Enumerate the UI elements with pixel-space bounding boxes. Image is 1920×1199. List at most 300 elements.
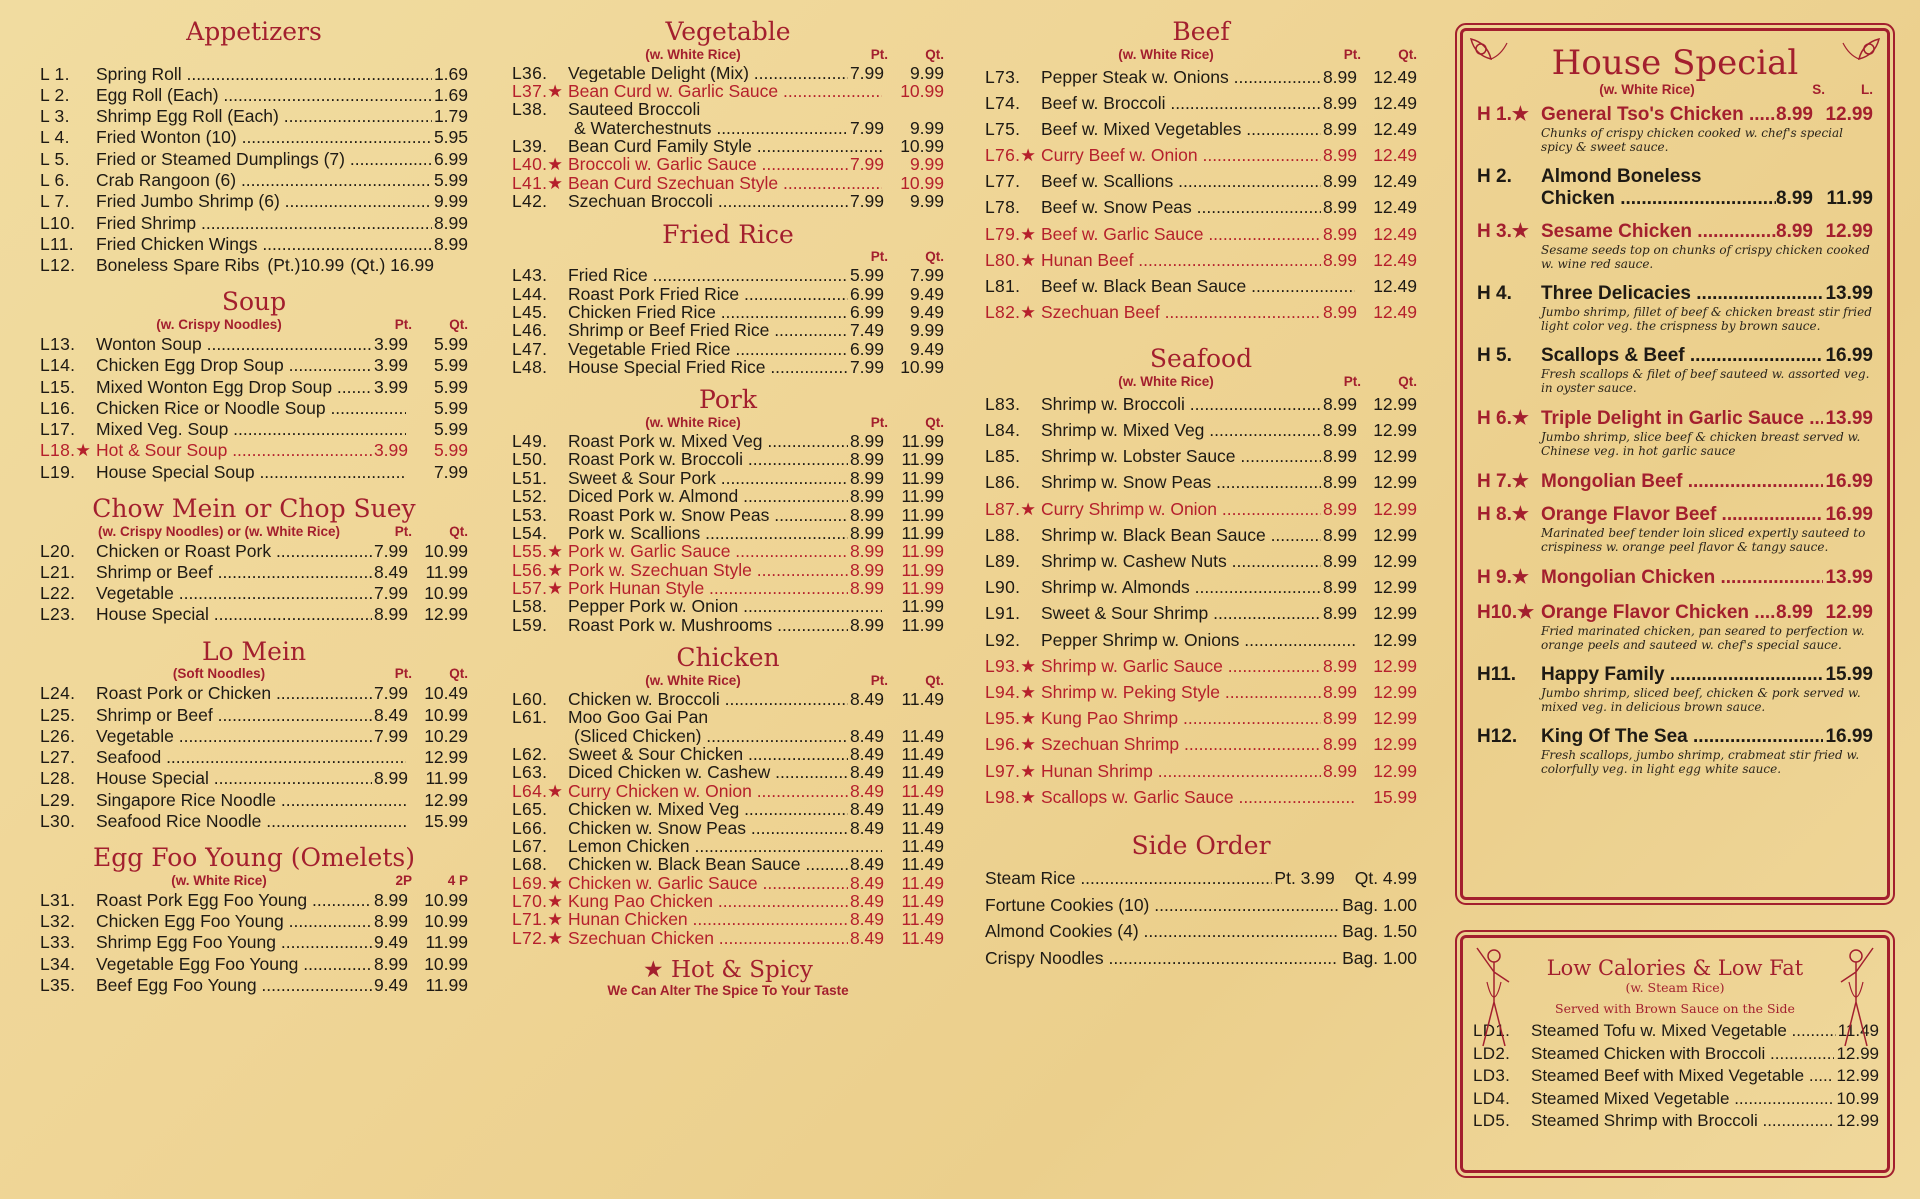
section-note: (w. White Rice) [171,872,267,888]
item-name: Egg Roll (Each) ..... [96,85,432,106]
side-order-row [985,892,1417,919]
item-name: King Of The Sea ..... [1541,726,1823,748]
item-code: L33. [40,932,76,953]
item-price-quart: Bag. 1.50 [1342,921,1417,942]
item-price-pint: 8.99 [373,768,408,789]
item-price-pint: 5.99 [433,169,468,190]
item-price-quart: 10.99 [424,540,468,561]
house-special-row [1477,601,1873,624]
section-title: Soup [221,287,287,317]
item-price-quart: 12.99 [1373,655,1417,676]
menu-item-row [512,100,944,118]
item-price-pint: 7.99 [373,583,408,604]
menu-item-row [40,398,468,419]
menu-item-row [985,299,1417,325]
item-code: L39. [512,136,548,157]
item-name: Roast Pork w. Broccoli ..... [568,450,848,468]
item-code: L75. [985,118,1021,139]
item-price-pint: 8.49 [849,854,884,875]
item-name: Shrimp w. Mixed Veg ..... [1041,417,1321,443]
flower-ornament-icon [1467,35,1513,81]
section-subheader [40,523,468,541]
item-code: H12. [1477,726,1518,748]
item-code: L47. [512,338,548,359]
item-code: L88. [985,524,1021,545]
item-price-quart: 12.49 [1373,197,1417,218]
item-price-pint: 8.99 [1322,197,1357,218]
item-name: Vegetable ..... [96,726,372,747]
menu-item-row [40,462,468,483]
house-special-row [1477,283,1873,305]
item-price-quart: 11.49 [901,688,944,709]
item-price-quart: 9.99 [909,154,944,175]
item-price-quart: 12.99 [1373,760,1417,781]
item-code: L11. [40,233,74,254]
menu-item-row [985,679,1417,705]
item-price-pint: 8.49 [373,561,408,582]
section-title: Chicken [676,643,780,673]
item-code: L48. [512,357,548,378]
item-price-quart: 12.99 [1373,708,1417,729]
item-name: Happy Family ..... [1541,664,1823,686]
section-title: Fried Rice [662,219,794,249]
menu-item-row [40,811,468,832]
item-code: L80.★ [985,249,1037,270]
item-price-large: 12.99 [1825,602,1873,624]
item-price-quart: 9.99 [909,191,944,212]
dancer-figure-icon [1831,942,1881,1052]
menu-section-vegetable [512,18,944,211]
item-code: L31. [40,889,76,910]
item-price-pint: 7.99 [373,540,408,561]
item-price-pint: 9.49 [373,932,408,953]
menu-item-row [40,213,468,234]
item-code: L85. [985,446,1021,467]
item-price-pint: 8.99 [373,604,408,625]
house-special-note: (w. White Rice) [1599,82,1695,98]
item-price-pint: 8.99 [1322,118,1357,139]
house-special-row [1477,503,1873,526]
item-price-quart: 12.99 [1373,524,1417,545]
item-code: L14. [40,355,76,376]
section-subheader [512,672,944,690]
item-price-quart: 9.49 [909,301,944,322]
item-name: Steamed Shrimp with Broccoli ..... [1531,1110,1834,1133]
item-price-quart: 11.99 [901,430,944,451]
menu-item-row [985,417,1417,443]
item-price-quart: 12.99 [1373,681,1417,702]
price-header-1: Pt. [870,249,888,265]
item-code: L51. [512,467,548,488]
menu-item-row [985,600,1417,626]
item-name: Sauteed Broccoli [568,100,701,119]
item-name: Shrimp w. Peking Style ..... [1041,679,1321,705]
item-name: Sweet & Sour Shrimp ..... [1041,600,1321,626]
item-code: L59. [512,614,548,635]
item-name: Singapore Rice Noodle ..... [96,790,406,811]
item-price-quart: 10.99 [424,704,468,725]
item-price-quart: 11.49 [901,854,944,875]
menu-item-row [512,487,944,505]
menu-column-2 [512,0,944,998]
item-code: L22. [40,583,76,604]
item-description: Chunks of crispy chicken cooked w. chef's special spicy & sweet sauce. [1541,126,1844,155]
item-name: Scallops w. Garlic Sauce ..... [1041,784,1355,810]
menu-item-row [512,745,944,763]
item-price-quart: 11.49 [901,799,944,820]
item-name: Curry Chicken w. Onion ..... [568,782,848,800]
item-price-pint: 8.49 [849,799,884,820]
item-price-pint: 8.99 [1322,472,1357,493]
item-code: H 9.★ [1477,567,1529,589]
menu-item-row [512,782,944,800]
item-price: 12.99 [1836,1111,1879,1130]
item-code: L46. [512,320,548,341]
item-price-pint: 8.99 [849,467,884,488]
menu-item-row [40,106,468,127]
item-name: Steamed Chicken with Broccoli ..... [1531,1043,1834,1066]
flower-ornament-icon [1837,35,1883,81]
item-price-quart: 12.99 [1373,734,1417,755]
item-price-quart: 11.99 [901,578,944,599]
item-price-quart: 12.99 [1373,577,1417,598]
menu-item-row [40,440,468,461]
item-code: L38. [512,99,548,120]
item-code: L52. [512,486,548,507]
section-note: (Soft Noodles) [172,666,266,682]
item-name: Roast Pork w. Mixed Veg ..... [568,432,848,450]
item-code: L43. [512,265,548,286]
low-calorie-box [1460,935,1890,1173]
item-price-large: 12.99 [1825,104,1873,126]
item-name: Fortune Cookies (10) ..... [985,892,1338,919]
item-price-pint: 7.99 [373,683,408,704]
item-price-pint: 8.99 [1322,171,1357,192]
item-code: L50. [512,449,548,470]
menu-item-row [40,541,468,562]
item-name: Seafood Rice Noodle ..... [96,811,406,832]
item-code: L93.★ [985,655,1037,676]
item-price-quart: Bag. 1.00 [1342,894,1417,915]
price-header-1: Pt. [1343,46,1361,62]
item-price-pint: 8.99 [1322,760,1357,781]
house-special-item [1463,726,1887,776]
item-name: Shrimp w. Snow Peas ..... [1041,469,1321,495]
menu-section-lo-mein [40,638,468,833]
menu-item-row [985,273,1417,299]
item-code: H 1.★ [1477,104,1529,126]
item-price-quart: 11.99 [901,467,944,488]
item-code: L45. [512,301,548,322]
item-name: Hot & Sour Soup ..... [96,440,372,461]
item-price-quart: 12.49 [1373,66,1417,87]
item-name: Seafood ..... [96,747,406,768]
house-special-box [1460,28,1890,900]
item-name: Shrimp w. Garlic Sauce ..... [1041,653,1321,679]
menu-item-row [512,542,944,560]
item-price-pint: 6.99 [849,301,884,322]
item-price-pint: 8.99 [1322,66,1357,87]
house-special-row [1477,220,1873,243]
item-price-pint: 9.49 [373,975,408,995]
item-price-large: 16.99 [1825,504,1873,526]
item-code: L61. [512,707,548,728]
item-name: Hunan Chicken ..... [568,910,848,928]
item-name: Shrimp Egg Roll (Each) ..... [96,106,432,127]
low-calorie-row [1473,1065,1879,1088]
menu-item-row [40,255,468,276]
item-price-small: 8.99 [1776,221,1813,243]
item-name: Mixed Wonton Egg Drop Soup ..... [96,377,372,398]
item-code: LD4. [1473,1088,1511,1108]
item-price-quart: 11.49 [901,909,944,930]
dancer-figure-icon [1469,942,1519,1052]
item-code: L79.★ [985,223,1037,244]
house-special-item [1463,601,1887,652]
menu-item-row [512,192,944,210]
item-code: L26. [40,725,76,746]
item-price-pint: 8.99 [1322,145,1357,166]
menu-item-row [40,747,468,768]
item-price-pint: 8.99 [1322,302,1357,323]
menu-item-row [985,221,1417,247]
item-code: L 1. [40,63,70,84]
item-code: L86. [985,472,1021,493]
item-price-quart: Bag. 1.00 [1342,947,1417,968]
item-name: Chicken w. Black Bean Sauce ..... [568,855,848,873]
section-note: (w. White Rice) [1118,46,1214,62]
item-price-pint: 8.49 [849,872,884,893]
item-price-pint: 8.99 [1322,249,1357,270]
item-price-quart: 11.99 [425,975,468,995]
item-price-pint: 8.99 [433,233,468,254]
item-name: Vegetable Fried Rice ..... [568,340,848,358]
item-description: Sesame seeds top on chunks of crispy chicken cooked w. wine red sauce. [1541,243,1870,272]
menu-item-row [512,285,944,303]
item-price-pint: 8.99 [1322,551,1357,571]
menu-item-row [512,727,944,745]
menu-column-3 [985,0,1417,971]
menu-item-row [40,127,468,148]
price-header-2: Qt. [925,672,944,688]
item-price-quart: 5.99 [433,355,468,376]
item-price: 10.99 [1836,1088,1879,1108]
item-price-quart: 12.49 [1373,92,1417,113]
menu-item-row [40,64,468,85]
item-price-quart: 11.99 [425,768,468,789]
item-code: L54. [512,522,548,543]
house-special-subheader [1463,82,1887,97]
menu-item-row [985,168,1417,194]
item-code: L24. [40,683,76,704]
item-price-quart: 11.49 [901,762,944,783]
item-name: Beef Egg Foo Young ..... [96,975,372,996]
item-name: Steamed Tofu w. Mixed Vegetable ..... [1531,1020,1836,1043]
item-price-pint: 8.49 [849,909,884,930]
item-name: Fried Rice ..... [568,266,848,284]
item-price-pint: 8.99 [1322,446,1357,467]
item-code: L96.★ [985,734,1037,755]
menu-item-row [40,726,468,747]
side-order-row [985,945,1417,972]
item-name: General Tso's Chicken ..... [1541,104,1776,126]
menu-column-1 [40,0,468,996]
price-header-2: 4 P [447,872,468,888]
price-header-1: Pt. [870,672,888,688]
item-code: L 5. [40,148,70,169]
item-price-quart: 11.49 [901,725,944,746]
item-price-quart: 10.99 [900,357,944,378]
item-name: Steamed Beef with Mixed Vegetable ..... [1531,1065,1834,1088]
size-small-header: S. [1812,82,1825,98]
hot-spicy-subtitle: We Can Alter The Spice To Your Taste [607,983,849,999]
menu-section-side-order [985,832,1417,972]
item-name: Fried Chicken Wings ..... [96,234,432,255]
item-price-pint: 7.99 [849,357,884,378]
item-price-quart: 10.99 [424,889,468,910]
item-name: Curry Beef w. Onion ..... [1041,142,1321,168]
menu-section-pork [512,386,944,634]
menu-item-row [985,653,1417,679]
item-code: L63. [512,762,548,783]
menu-item-row [985,90,1417,116]
item-name: Chicken Fried Rice ..... [568,303,848,321]
house-special-list [1463,103,1887,776]
item-name: House Special Soup ..... [96,462,406,483]
item-name: Kung Pao Shrimp ..... [1041,705,1321,731]
item-price-quart: 10.99 [424,583,468,604]
section-note: (w. White Rice) [1118,373,1214,389]
item-name: Szechuan Broccoli ..... [568,192,848,210]
item-price-pint: 6.99 [849,338,884,359]
item-price-pint: 8.99 [1322,393,1357,414]
item-price-quart: 12.49 [1373,249,1417,270]
section-subheader [512,414,944,432]
section-subheader [40,665,468,683]
item-price-quart: 11.49 [901,891,944,912]
item-name: Shrimp or Beef Fried Rice ..... [568,321,848,339]
item-price-pint: 8.99 [1322,420,1357,441]
item-code: L87.★ [985,498,1037,519]
low-calorie-row [1473,1088,1879,1111]
item-code: L 7. [40,191,70,212]
section-title: Lo Mein [201,636,307,666]
item-code: L82.★ [985,302,1037,323]
menu-section-beef [985,18,1417,325]
item-price-pint: 5.99 [849,265,884,286]
item-name: Almond Boneless [1541,166,1702,188]
section-note: (w. Crispy Noodles) or (w. White Rice) [97,523,341,539]
menu-item-row [985,758,1417,784]
item-price-pint: 8.99 [849,449,884,470]
item-code: L67. [512,835,548,856]
item-name: Beef w. Black Bean Sauce ..... [1041,273,1355,299]
item-price-quart: 12.99 [1373,498,1417,519]
item-code: L16. [40,397,76,418]
item-price-quart: 9.49 [909,283,944,304]
item-price-quart: 5.99 [433,419,468,440]
section-title: Beef [1172,17,1230,46]
item-price-pint: 1.69 [433,84,468,105]
section-note: (w. White Rice) [645,414,741,430]
item-price-pint: 3.99 [373,440,408,461]
menu-item-row [40,562,468,583]
item-description: Jumbo shrimp, fillet of beef & chicken breast stir fried light color veg. the crispness by brown sauce. [1541,305,1872,334]
item-name: Pork w. Szechuan Style ..... [568,561,848,579]
house-special-row [1477,407,1873,430]
item-name: Scallops & Beef ..... [1541,345,1823,367]
house-special-item [1463,407,1887,458]
house-special-item [1463,345,1887,395]
item-code: H 6.★ [1477,408,1529,430]
item-price-quart: (Qt.) 16.99 [350,255,434,276]
menu-item-row [40,890,468,911]
section-subheader [512,46,944,64]
item-price-quart: 11.99 [901,559,944,580]
item-price-pint: 6.99 [433,148,468,169]
item-code: H 3.★ [1477,221,1529,243]
menu-item-row [40,355,468,376]
item-name: Wonton Soup ..... [96,334,372,355]
house-special-title: House Special [1551,43,1799,83]
item-name: Sweet & Sour Pork ..... [568,469,848,487]
item-price-quart: 10.99 [900,172,944,193]
item-code: L21. [40,561,76,582]
menu-item-row [512,616,944,634]
item-description: Jumbo shrimp, sliced beef, chicken & pork served w. mixed veg. in delicious brown sauce. [1541,686,1861,715]
item-code: L13. [40,333,76,354]
item-name: Almond Cookies (4) ..... [985,918,1338,945]
item-price-quart: 5.99 [433,376,468,397]
item-price-pint: 5.95 [433,127,468,148]
menu-item-row [512,321,944,339]
item-name: Fried Wonton (10) ..... [96,127,432,148]
item-name: Shrimp w. Black Bean Sauce ..... [1041,522,1321,548]
item-code: H 8.★ [1477,504,1529,526]
item-name: & Waterchestnuts ..... [568,119,848,137]
menu-item-row [985,142,1417,168]
item-name: Roast Pork w. Snow Peas ..... [568,506,848,524]
item-price-quart: 7.99 [433,461,468,482]
item-price-quart: 11.99 [425,932,468,953]
menu-item-row [40,149,468,170]
item-code: L35. [40,975,76,995]
item-name: Diced Pork w. Almond ..... [568,487,848,505]
item-code: L81. [985,276,1021,296]
item-code: L95.★ [985,708,1037,729]
item-price-quart: 5.99 [433,440,468,461]
menu-item-row [512,910,944,928]
menu-item-row [985,247,1417,273]
hot-spicy-note [512,957,944,998]
item-price-pint: 7.49 [849,320,884,341]
item-price-pint: 3.99 [373,355,408,376]
price-header-1: Pt. [1343,373,1361,389]
section-title: Vegetable [665,17,791,46]
item-name: Beef w. Broccoli ..... [1041,90,1321,116]
section-title: Chow Mein or Chop Suey [92,494,416,524]
item-name: Chicken Rice or Noodle Soup ..... [96,398,406,419]
item-code: H11. [1477,664,1517,686]
item-price-pint: 7.99 [849,62,884,83]
item-name: Steamed Mixed Vegetable ..... [1531,1088,1834,1111]
item-code: L65. [512,799,548,820]
item-price-large: 15.99 [1825,664,1873,686]
item-price-quart: 5.99 [433,397,468,418]
price-header-2: Qt. [449,666,468,682]
item-code: L98.★ [985,786,1037,807]
menu-item-row [512,837,944,855]
